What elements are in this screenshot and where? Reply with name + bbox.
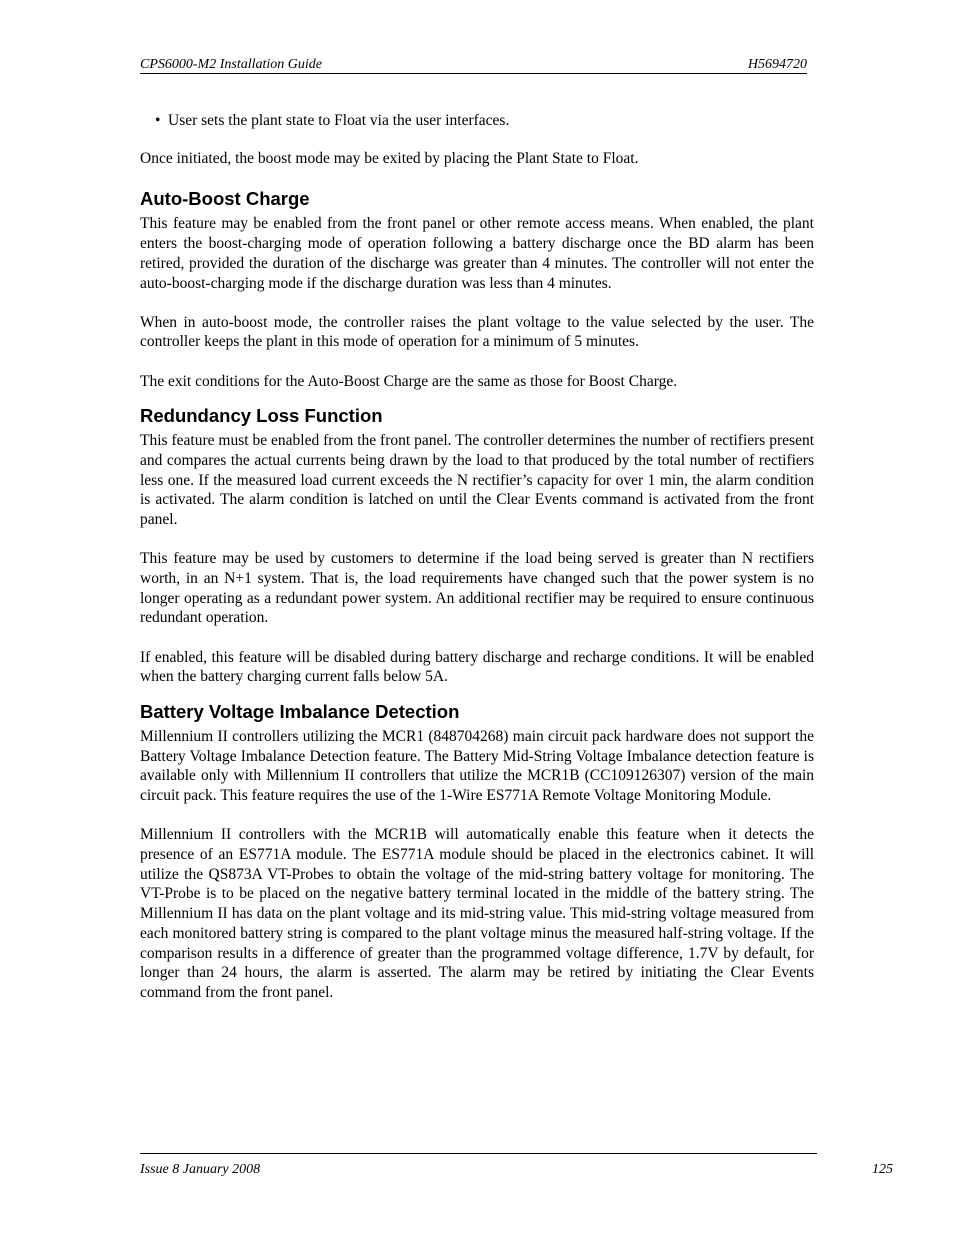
list-item: [155, 111, 814, 131]
paragraph: This feature may be used by customers to determine if the load being served is greater than N rectifiers worth, in an N+1 system. That is, the load requirements have changed such that the power system is no longer operating as a redundant power system. An additional rectifier may be required to ensure continuous redundant operation.: [140, 550, 814, 627]
header-doc-number: H5694720: [747, 57, 807, 72]
section-heading-battery-voltage-imbalance: Battery Voltage Imbalance Detection: [140, 701, 460, 723]
intro-paragraph: Once initiated, the boost mode may be exited by placing the Plant State to Float.: [140, 150, 639, 168]
page-number: 125: [872, 1162, 893, 1177]
paragraph: This feature may be enabled from the front panel or other remote access means. When enabled, the plant enters the boost-charging mode of operation following a battery discharge once the BD alarm has been retired, provided the duration of the discharge was greater than 4 minutes. The controller will not enter the auto-boost-charging mode if the discharge duration was less than 4 minutes.: [140, 215, 814, 292]
paragraph: When in auto-boost mode, the controller raises the plant voltage to the value selected by the user. The controller keeps the plant in this mode of operation for a minimum of 5 minutes.: [140, 313, 814, 351]
paragraph: This feature must be enabled from the front panel. The controller determines the number of rectifiers present and compares the actual currents being drawn by the load to that produced by the total number of rectifiers less one. If the measured load current exceeds the N rectifier’s capacity for over 1 min, the alarm condition is activated. The alarm condition is latched on until the Clear Events command is activated from the front panel.: [140, 432, 814, 529]
header-title: CPS6000-M2 Installation Guide: [140, 57, 322, 72]
paragraph: Millennium II controllers utilizing the MCR1 (848704268) main circuit pack hardware does not support the Battery Voltage Imbalance Detection feature. The Battery Mid-String Voltage Imbalance detection feature is available only with Millennium II controllers that utilize the MCR1B (CC109126307) version of the main circuit pack. This feature requires the use of the 1-Wire ES771A Remote Voltage Monitoring Module.: [140, 728, 814, 805]
section-heading-redundancy-loss: Redundancy Loss Function: [140, 405, 383, 427]
page-header: [140, 56, 807, 74]
section-heading-auto-boost: Auto-Boost Charge: [140, 188, 310, 210]
paragraph: Millennium II controllers with the MCR1B will automatically enable this feature when it detects the presence of an ES771A module. The ES771A module should be placed in the electronics cabinet. It will utilize the QS873A VT-Probes to obtain the voltage of the mid-string battery voltage for monitoring. The VT-Probe is to be placed on the negative battery terminal located in the middle of the battery string. The Millennium II has data on the plant voltage and its mid-string value. This mid-string voltage measured from each monitored battery string is compared to the plant voltage minus the measured half-string voltage. If the comparison results in a difference of greater than the programmed voltage difference, 1.7V by default, for longer than 24 hours, the alarm is asserted. The alarm may be retired by initiating the Clear Events command from the front panel.: [140, 826, 814, 1001]
footer-divider: [140, 1153, 817, 1154]
paragraph: If enabled, this feature will be disabled during battery discharge and recharge conditions. It will be enabled when the battery charging current falls below 5A.: [140, 648, 814, 686]
bullet-icon: •: [155, 112, 161, 129]
paragraph: The exit conditions for the Auto-Boost Charge are the same as those for Boost Charge.: [140, 372, 678, 390]
footer-issue: Issue 8 January 2008: [140, 1162, 261, 1177]
list-item-text: User sets the plant state to Float via the user interfaces.: [168, 112, 510, 129]
page-content: [140, 111, 814, 1022]
